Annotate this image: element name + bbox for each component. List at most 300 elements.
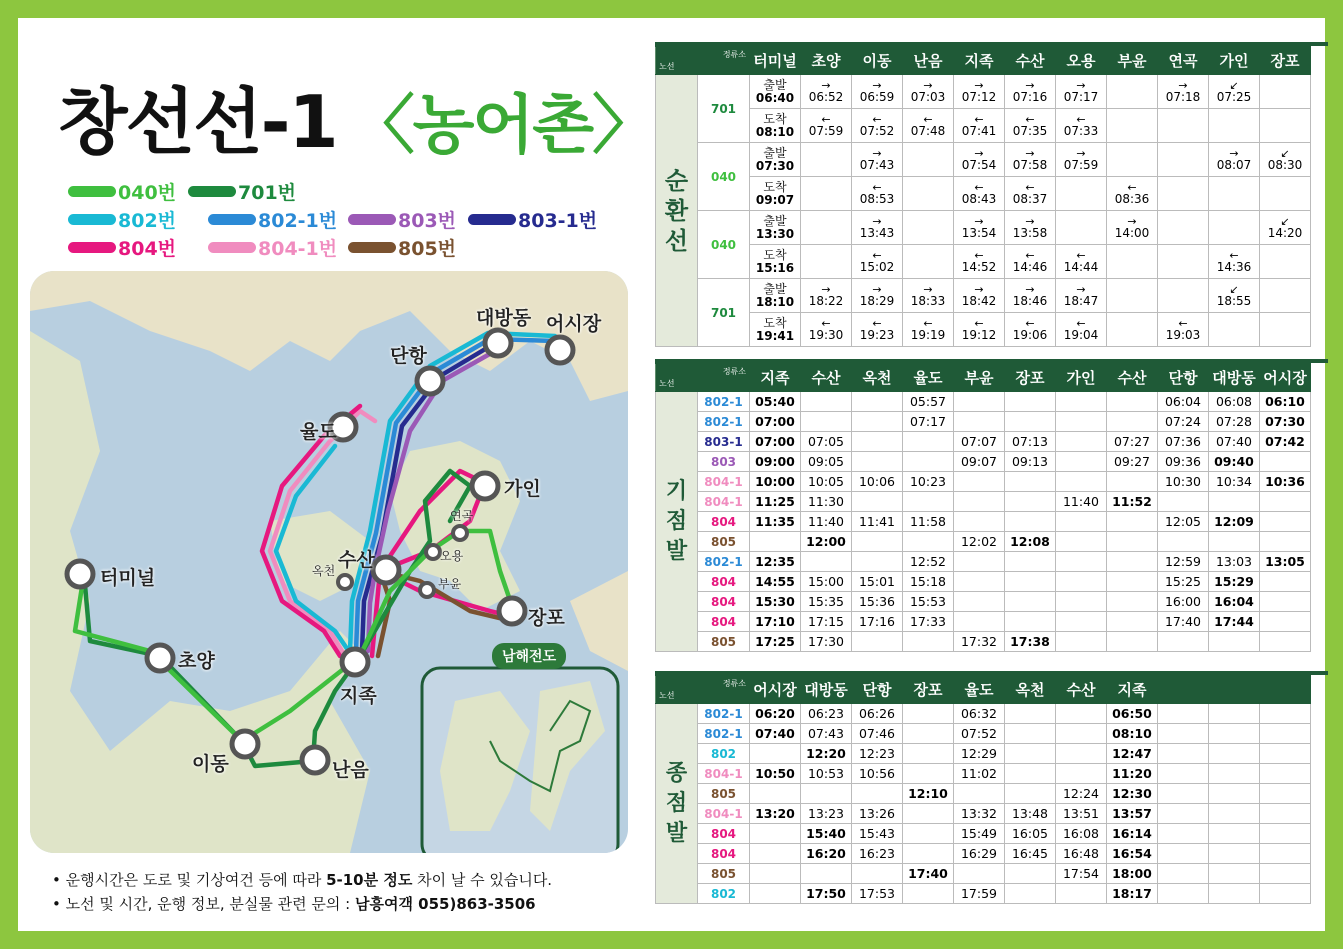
time-cell bbox=[1107, 632, 1158, 652]
time-cell bbox=[1209, 804, 1260, 824]
time-value: 14:52 bbox=[961, 259, 997, 274]
time-cell bbox=[1056, 512, 1107, 532]
time-cell bbox=[1158, 884, 1209, 904]
time-cell: 11:58 bbox=[903, 512, 954, 532]
direction-arrow: → bbox=[872, 146, 882, 160]
time-value: 18:33 bbox=[910, 293, 946, 308]
time-cell bbox=[954, 75, 1005, 109]
table-row bbox=[656, 392, 1311, 412]
map-stop-label: 초양 bbox=[178, 650, 215, 672]
time-cell bbox=[903, 211, 954, 245]
direction-arrow: → bbox=[821, 78, 831, 92]
note-text: 노선 및 시간, 운행 정보, 분실물 관련 문의 : bbox=[65, 895, 355, 913]
stop-marker-danhang bbox=[417, 368, 443, 394]
direction-arrow: → bbox=[1025, 146, 1035, 160]
table-row bbox=[656, 177, 1311, 211]
time-cell: 07:40 bbox=[750, 724, 801, 744]
time-cell: 16:54 bbox=[1107, 844, 1158, 864]
route-number: 802-1 bbox=[698, 724, 750, 744]
time-cell bbox=[1056, 211, 1107, 245]
time-cell bbox=[750, 744, 801, 764]
time-cell bbox=[1107, 512, 1158, 532]
direction-arrow: ← bbox=[1178, 316, 1188, 330]
time-cell bbox=[1260, 75, 1311, 109]
time-value: 19:19 bbox=[910, 327, 946, 342]
time-cell: 17:33 bbox=[903, 612, 954, 632]
time-cell bbox=[1260, 632, 1311, 652]
time-cell bbox=[1107, 177, 1158, 211]
section-label-char: 점 bbox=[665, 790, 688, 816]
legend-label: 803-1번 bbox=[518, 210, 598, 232]
time-cell bbox=[1005, 211, 1056, 245]
time-cell bbox=[954, 784, 1005, 804]
table-row bbox=[656, 552, 1311, 572]
time-cell: 13:26 bbox=[852, 804, 903, 824]
time-cell bbox=[1209, 744, 1260, 764]
time-cell bbox=[750, 532, 801, 552]
table-row bbox=[656, 704, 1311, 724]
map-stop-label: 연곡 bbox=[450, 509, 474, 523]
column-header-stop: 가인 bbox=[1209, 47, 1260, 75]
time-cell: 17:53 bbox=[852, 884, 903, 904]
legend-label: 701번 bbox=[238, 182, 297, 204]
trip-type: 출발 bbox=[763, 213, 787, 228]
time-value: 14:00 bbox=[1114, 225, 1150, 240]
time-cell bbox=[852, 143, 903, 177]
table-row bbox=[656, 211, 1311, 245]
time-cell: 17:59 bbox=[954, 884, 1005, 904]
time-value: 07:16 bbox=[1012, 89, 1048, 104]
legend-swatch bbox=[208, 214, 256, 225]
time-cell bbox=[954, 245, 1005, 279]
legend-item bbox=[348, 206, 456, 233]
time-cell bbox=[1260, 804, 1311, 824]
table-row bbox=[656, 472, 1311, 492]
time-cell bbox=[1005, 143, 1056, 177]
stop-marker-jijok bbox=[342, 649, 368, 675]
time-cell: 07:24 bbox=[1158, 412, 1209, 432]
time-cell: 12:09 bbox=[1209, 512, 1260, 532]
column-header-stop: 부윤 bbox=[1107, 47, 1158, 75]
time-cell: 11:02 bbox=[954, 764, 1005, 784]
legend-label: 803번 bbox=[398, 210, 457, 232]
time-cell bbox=[1158, 143, 1209, 177]
table-row bbox=[656, 109, 1311, 143]
time-cell bbox=[954, 864, 1005, 884]
direction-arrow: ← bbox=[821, 316, 831, 330]
legend-item bbox=[68, 178, 176, 205]
column-header-stop: 단항 bbox=[852, 676, 903, 704]
column-header-stop: 옥천 bbox=[1005, 676, 1056, 704]
time-value: 07:25 bbox=[1216, 89, 1252, 104]
legend-label: 805번 bbox=[398, 238, 457, 260]
time-cell: 12:08 bbox=[1005, 532, 1056, 552]
time-cell bbox=[903, 313, 954, 347]
stop-marker-yeongok bbox=[453, 526, 467, 540]
time-cell: 17:25 bbox=[750, 632, 801, 652]
time-value: 19:30 bbox=[808, 327, 844, 342]
legend-swatch bbox=[468, 214, 516, 225]
section-label-char: 순 bbox=[664, 166, 689, 195]
time-cell bbox=[1107, 392, 1158, 412]
route-number: 804 bbox=[698, 844, 750, 864]
time-cell bbox=[801, 552, 852, 572]
time-cell bbox=[852, 392, 903, 412]
column-header-stop: 연곡 bbox=[1158, 47, 1209, 75]
time-cell: 15:53 bbox=[903, 592, 954, 612]
time-value: 14:44 bbox=[1063, 259, 1099, 274]
time-cell bbox=[1107, 532, 1158, 552]
time-cell bbox=[1158, 532, 1209, 552]
direction-arrow: ← bbox=[872, 248, 882, 262]
time-cell bbox=[1158, 313, 1209, 347]
time-cell bbox=[903, 245, 954, 279]
time-cell bbox=[852, 784, 903, 804]
direction-arrow: → bbox=[821, 282, 831, 296]
time-cell: 09:27 bbox=[1107, 452, 1158, 472]
time-cell: 09:05 bbox=[801, 452, 852, 472]
time-cell bbox=[1158, 632, 1209, 652]
direction-arrow: → bbox=[1076, 78, 1086, 92]
time-cell bbox=[1260, 512, 1311, 532]
time-cell bbox=[1260, 109, 1311, 143]
map-stop-label: 가인 bbox=[504, 478, 541, 500]
section-label-char: 발 bbox=[665, 820, 688, 846]
time-cell bbox=[1260, 724, 1311, 744]
time-cell bbox=[1158, 177, 1209, 211]
route-number: 805 bbox=[698, 784, 750, 804]
time-cell bbox=[1209, 143, 1260, 177]
map-stop-label: 오용 bbox=[440, 549, 464, 563]
time-cell bbox=[903, 824, 954, 844]
time-cell: 07:05 bbox=[801, 432, 852, 452]
route-number: 802 bbox=[698, 744, 750, 764]
time-cell: 15:01 bbox=[852, 572, 903, 592]
time-cell bbox=[1158, 724, 1209, 744]
time-value: 07:33 bbox=[1063, 123, 1099, 138]
time-cell: 15:00 bbox=[801, 572, 852, 592]
time-cell bbox=[1158, 492, 1209, 512]
time-cell bbox=[1260, 884, 1311, 904]
trip-type: 출발 bbox=[763, 77, 787, 92]
time-cell bbox=[903, 279, 954, 313]
time-cell: 17:10 bbox=[750, 612, 801, 632]
time-cell bbox=[1158, 864, 1209, 884]
time-cell bbox=[954, 592, 1005, 612]
time-cell bbox=[1260, 592, 1311, 612]
time-cell bbox=[1158, 824, 1209, 844]
time-cell bbox=[1158, 744, 1209, 764]
column-header-stop: 수산 bbox=[1107, 364, 1158, 392]
time-cell bbox=[852, 177, 903, 211]
time-cell bbox=[1056, 884, 1107, 904]
time-cell bbox=[852, 109, 903, 143]
route-legend bbox=[68, 178, 608, 278]
time-cell bbox=[1005, 177, 1056, 211]
time-cell bbox=[903, 704, 954, 724]
table-row bbox=[656, 744, 1311, 764]
time-cell: 06:26 bbox=[852, 704, 903, 724]
time-cell bbox=[1005, 313, 1056, 347]
legend-item bbox=[468, 206, 597, 233]
direction-arrow: → bbox=[1178, 78, 1188, 92]
time-value: 19:23 bbox=[859, 327, 895, 342]
trip-type: 출발 bbox=[763, 145, 787, 160]
time-cell bbox=[1158, 279, 1209, 313]
table-body bbox=[656, 392, 1311, 652]
time-cell bbox=[1260, 744, 1311, 764]
legend-swatch bbox=[68, 214, 116, 225]
time-cell bbox=[1056, 75, 1107, 109]
time-cell bbox=[801, 392, 852, 412]
time-cell bbox=[1056, 724, 1107, 744]
time-cell: 10:05 bbox=[801, 472, 852, 492]
time-cell: 06:04 bbox=[1158, 392, 1209, 412]
stop-marker-daebangdong bbox=[485, 330, 511, 356]
route-number: 802-1 bbox=[698, 704, 750, 724]
trip-start-cell bbox=[750, 143, 801, 177]
note-text: 운행시간은 도로 및 기상여건 등에 따라 bbox=[65, 871, 327, 889]
time-cell bbox=[801, 412, 852, 432]
table-row bbox=[656, 764, 1311, 784]
time-cell: 10:36 bbox=[1260, 472, 1311, 492]
column-header-stop: 어시장 bbox=[1260, 364, 1311, 392]
time-value: 13:43 bbox=[859, 225, 895, 240]
time-value: 07:54 bbox=[961, 157, 997, 172]
trip-start-cell bbox=[750, 177, 801, 211]
direction-arrow: ← bbox=[1076, 248, 1086, 262]
time-value: 15:02 bbox=[859, 259, 895, 274]
time-cell bbox=[1005, 492, 1056, 512]
time-cell: 05:40 bbox=[750, 392, 801, 412]
time-cell: 17:40 bbox=[1158, 612, 1209, 632]
time-cell bbox=[1158, 764, 1209, 784]
time-cell bbox=[1056, 177, 1107, 211]
column-header-stop: 장포 bbox=[1260, 47, 1311, 75]
time-cell bbox=[1005, 764, 1056, 784]
time-cell bbox=[1056, 572, 1107, 592]
direction-arrow: ← bbox=[923, 112, 933, 126]
time-cell: 09:13 bbox=[1005, 452, 1056, 472]
legend-label: 804-1번 bbox=[258, 238, 338, 260]
time-cell: 17:40 bbox=[903, 864, 954, 884]
direction-arrow: ← bbox=[1025, 112, 1035, 126]
time-cell bbox=[954, 512, 1005, 532]
time-cell: 09:40 bbox=[1209, 452, 1260, 472]
time-cell: 12:30 bbox=[1107, 784, 1158, 804]
time-cell: 15:18 bbox=[903, 572, 954, 592]
time-cell: 12:47 bbox=[1107, 744, 1158, 764]
time-value: 07:18 bbox=[1165, 89, 1201, 104]
time-cell bbox=[954, 492, 1005, 512]
column-header-stop: 대방동 bbox=[801, 676, 852, 704]
table-row bbox=[656, 143, 1311, 177]
route-number: 804 bbox=[698, 572, 750, 592]
note-line: • 노선 및 시간, 운행 정보, 분실물 관련 문의 : 남흥여객 055)863-3506 bbox=[52, 895, 536, 913]
time-cell bbox=[1056, 632, 1107, 652]
direction-arrow: ← bbox=[1025, 248, 1035, 262]
legend-label: 804번 bbox=[118, 238, 177, 260]
time-cell bbox=[1209, 824, 1260, 844]
section-label-char: 발 bbox=[665, 538, 688, 564]
time-cell bbox=[1056, 764, 1107, 784]
time-cell bbox=[1056, 472, 1107, 492]
direction-arrow: → bbox=[974, 78, 984, 92]
trip-type: 도착 bbox=[763, 315, 787, 330]
trip-start-cell bbox=[750, 279, 801, 313]
time-cell: 06:20 bbox=[750, 704, 801, 724]
section-label-char: 환 bbox=[664, 196, 689, 225]
table-row bbox=[656, 804, 1311, 824]
time-cell bbox=[1005, 572, 1056, 592]
time-value: 14:20 bbox=[1267, 225, 1303, 240]
time-cell: 09:00 bbox=[750, 452, 801, 472]
route-number: 802-1 bbox=[698, 552, 750, 572]
time-cell: 18:00 bbox=[1107, 864, 1158, 884]
time-cell: 15:29 bbox=[1209, 572, 1260, 592]
time-cell: 13:51 bbox=[1056, 804, 1107, 824]
time-cell: 09:36 bbox=[1158, 452, 1209, 472]
trip-type: 도착 bbox=[763, 247, 787, 262]
time-cell bbox=[1056, 432, 1107, 452]
stop-marker-naneum bbox=[302, 747, 328, 773]
direction-arrow: ← bbox=[1229, 248, 1239, 262]
map-stop-label: 어시장 bbox=[546, 313, 602, 335]
time-cell bbox=[1056, 612, 1107, 632]
timetable-sheet bbox=[18, 18, 1325, 931]
time-cell bbox=[1005, 612, 1056, 632]
time-cell bbox=[1005, 392, 1056, 412]
legend-item bbox=[208, 206, 337, 233]
direction-arrow: ← bbox=[1127, 180, 1137, 194]
table-row bbox=[656, 632, 1311, 652]
stop-marker-choyang bbox=[147, 645, 173, 671]
time-cell: 11:41 bbox=[852, 512, 903, 532]
direction-arrow: → bbox=[1076, 146, 1086, 160]
table-row bbox=[656, 313, 1311, 347]
time-cell bbox=[1209, 704, 1260, 724]
time-cell bbox=[1005, 552, 1056, 572]
time-cell bbox=[1209, 884, 1260, 904]
time-cell bbox=[1260, 245, 1311, 279]
time-cell: 14:55 bbox=[750, 572, 801, 592]
time-cell bbox=[954, 211, 1005, 245]
trip-time: 18:10 bbox=[755, 294, 795, 309]
time-cell: 09:07 bbox=[954, 452, 1005, 472]
table-row bbox=[656, 279, 1311, 313]
time-value: 08:37 bbox=[1012, 191, 1048, 206]
route-number: 040 bbox=[698, 211, 750, 279]
time-cell bbox=[954, 392, 1005, 412]
time-cell bbox=[1158, 75, 1209, 109]
time-cell bbox=[1005, 744, 1056, 764]
time-cell bbox=[1260, 492, 1311, 512]
table-row bbox=[656, 532, 1311, 552]
route-number: 805 bbox=[698, 632, 750, 652]
time-cell bbox=[1209, 724, 1260, 744]
time-cell bbox=[1056, 313, 1107, 347]
time-value: 08:36 bbox=[1114, 191, 1150, 206]
time-value: 08:07 bbox=[1216, 157, 1252, 172]
column-header-stop: 단항 bbox=[1158, 364, 1209, 392]
stop-marker-oyong bbox=[426, 545, 440, 559]
time-cell bbox=[801, 313, 852, 347]
terminal-departure-table bbox=[655, 675, 1311, 904]
time-cell bbox=[750, 864, 801, 884]
trip-start-cell bbox=[750, 313, 801, 347]
map-stop-label: 지족 bbox=[340, 685, 377, 707]
trip-start-cell bbox=[750, 245, 801, 279]
column-header-stop: 지족 bbox=[954, 47, 1005, 75]
time-cell bbox=[1209, 532, 1260, 552]
map-stop-label: 옥천 bbox=[312, 564, 336, 578]
time-cell: 06:23 bbox=[801, 704, 852, 724]
time-cell: 15:43 bbox=[852, 824, 903, 844]
time-value: 07:48 bbox=[910, 123, 946, 138]
time-cell bbox=[852, 632, 903, 652]
time-cell bbox=[750, 824, 801, 844]
land-east bbox=[570, 571, 628, 671]
time-cell bbox=[1107, 245, 1158, 279]
time-cell bbox=[1260, 177, 1311, 211]
time-cell bbox=[1005, 724, 1056, 744]
legend-label: 802번 bbox=[118, 210, 177, 232]
table-body bbox=[656, 704, 1311, 904]
table-row bbox=[656, 824, 1311, 844]
direction-arrow: ↙ bbox=[1229, 282, 1239, 296]
corner-route-label: 노선 bbox=[659, 62, 675, 71]
time-cell: 13:20 bbox=[750, 804, 801, 824]
time-cell: 12:05 bbox=[1158, 512, 1209, 532]
time-cell: 10:50 bbox=[750, 764, 801, 784]
direction-arrow: → bbox=[923, 78, 933, 92]
time-cell bbox=[954, 612, 1005, 632]
time-cell bbox=[801, 245, 852, 279]
direction-arrow: ← bbox=[974, 316, 984, 330]
map-stop-label: 부윤 bbox=[438, 577, 462, 591]
column-header-stop bbox=[1209, 676, 1260, 704]
direction-arrow: ← bbox=[872, 180, 882, 194]
table-row bbox=[656, 864, 1311, 884]
time-cell bbox=[954, 552, 1005, 572]
time-cell bbox=[1260, 612, 1311, 632]
time-cell bbox=[903, 109, 954, 143]
circular-route-table bbox=[655, 46, 1311, 347]
direction-arrow: ↙ bbox=[1280, 214, 1290, 228]
time-value: 14:36 bbox=[1216, 259, 1252, 274]
time-cell: 13:05 bbox=[1260, 552, 1311, 572]
page-title bbox=[58, 64, 654, 168]
map-stop-label: 이동 bbox=[192, 753, 229, 775]
time-cell bbox=[1005, 75, 1056, 109]
time-cell: 12:29 bbox=[954, 744, 1005, 764]
time-cell bbox=[801, 279, 852, 313]
column-header-stop: 어시장 bbox=[750, 676, 801, 704]
direction-arrow: ← bbox=[974, 180, 984, 194]
time-cell bbox=[1209, 784, 1260, 804]
trip-time: 19:41 bbox=[755, 328, 795, 343]
time-cell bbox=[852, 75, 903, 109]
time-value: 13:58 bbox=[1012, 225, 1048, 240]
direction-arrow: → bbox=[974, 282, 984, 296]
table-row bbox=[656, 492, 1311, 512]
direction-arrow: → bbox=[974, 146, 984, 160]
time-cell bbox=[1005, 412, 1056, 432]
time-cell bbox=[1056, 109, 1107, 143]
direction-arrow: ↙ bbox=[1229, 78, 1239, 92]
time-cell: 10:34 bbox=[1209, 472, 1260, 492]
route-number: 804-1 bbox=[698, 492, 750, 512]
